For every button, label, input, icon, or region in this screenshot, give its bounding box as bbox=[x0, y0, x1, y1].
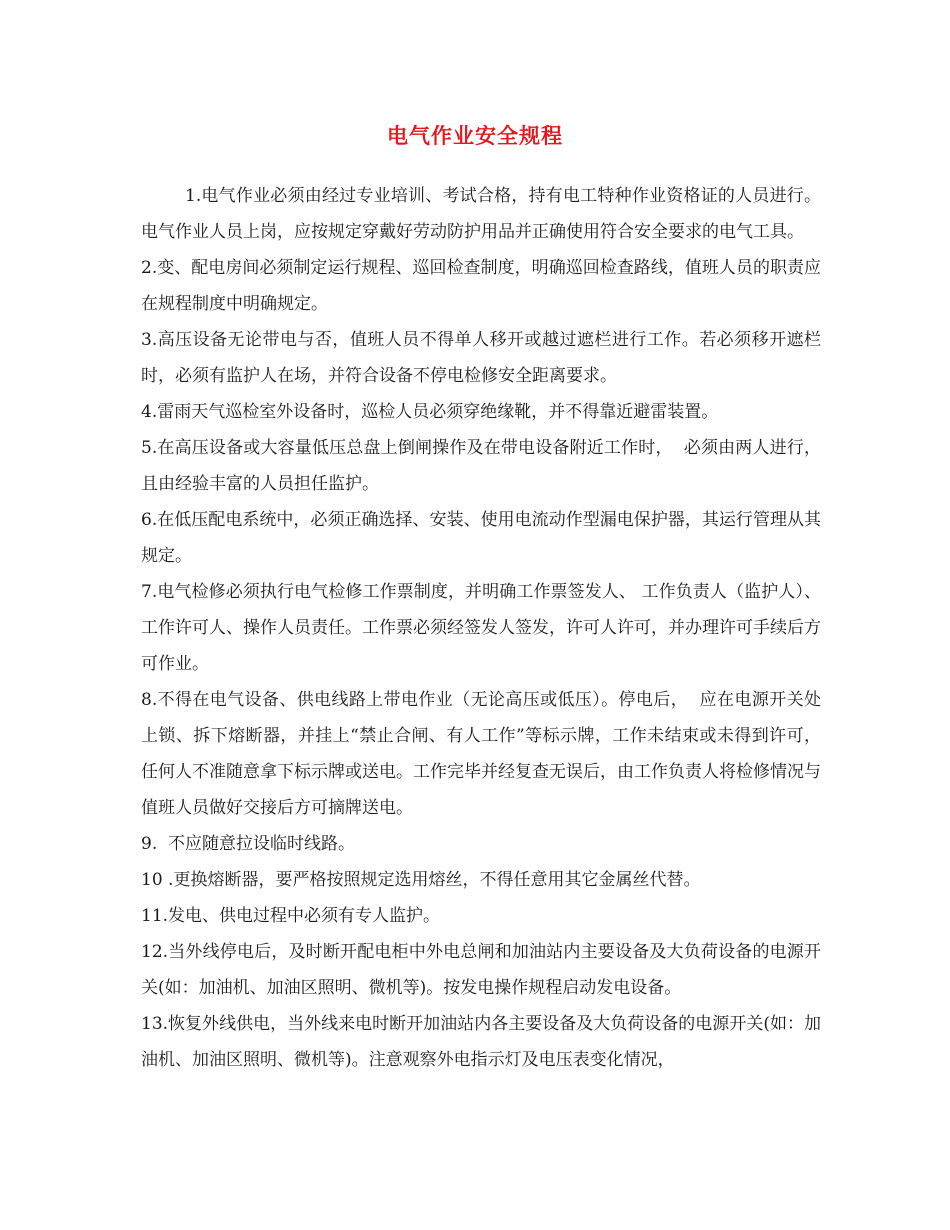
rule-item-13: 13.恢复外线供电，当外线来电时断开加油站内各主要设备及大负荷设备的电源开关(如：加油机、加油区照明、微机等)。注意观察外电指示灯及电压表变化情况， bbox=[141, 1014, 821, 1070]
rule-item-12: 12.当外线停电后，及时断开配电柜中外电总闸和加油站内主要设备及大负荷设备的电源开关(如：加油机、加油区照明、微机等)。按发电操作规程启动发电设备。 bbox=[141, 942, 821, 998]
rule-item-10: 10 .更换熔断器，要严格按照规定选用熔丝，不得任意用其它金属丝代替。 bbox=[141, 870, 701, 890]
rule-item-6: 6.在低压配电系统中，必须正确选择、安装、使用电流动作型漏电保护器，其运行管理从其规定。 bbox=[141, 510, 821, 566]
rule-item-8: 8.不得在电气设备、供电线路上带电作业（无论高压或低压）。停电后， 应在电源开关处上锁、拆下熔断器，并挂上“禁止合闸、有人工作”等标示牌，工作未结束或未得到许可，任何人不准随意拿下标示牌或送电。工作完毕并经复查无误后，由工作负责人将检修情况与值班人员做好交接后方可摘牌送电。 bbox=[141, 690, 821, 818]
document-body bbox=[141, 178, 821, 1078]
page-title: 电气作业安全规程 bbox=[387, 124, 563, 148]
rule-item-7: 7.电气检修必须执行电气检修工作票制度，并明确工作票签发人、 工作负责人（监护人）、工作许可人、操作人员责任。工作票必须经签发人签发，许可人许可，并办理许可手续后方可作业。 bbox=[141, 582, 821, 674]
rule-item-11: 11.发电、供电过程中必须有专人监护。 bbox=[141, 906, 441, 926]
rule-item-1: 1.电气作业必须由经过专业培训、考试合格，持有电工特种作业资格证的人员进行。电气作业人员上岗，应按规定穿戴好劳动防护用品并正确使用符合安全要求的电气工具。 bbox=[141, 186, 821, 242]
rule-item-3: 3.高压设备无论带电与否，值班人员不得单人移开或越过遮栏进行工作。若必须移开遮栏时，必须有监护人在场，并符合设备不停电检修安全距离要求。 bbox=[141, 330, 821, 386]
rule-item-4: 4.雷雨天气巡检室外设备时，巡检人员必须穿绝缘靴，并不得靠近避雷装置。 bbox=[141, 402, 719, 422]
rule-item-9: 9. 不应随意拉设临时线路。 bbox=[141, 834, 356, 854]
rule-item-2: 2.变、配电房间必须制定运行规程、巡回检查制度，明确巡回检查路线，值班人员的职责应在规程制度中明确规定。 bbox=[141, 258, 821, 314]
rule-item-5: 5.在高压设备或大容量低压总盘上倒闸操作及在带电设备附近工作时， 必须由两人进行，且由经验丰富的人员担任监护。 bbox=[141, 438, 821, 494]
